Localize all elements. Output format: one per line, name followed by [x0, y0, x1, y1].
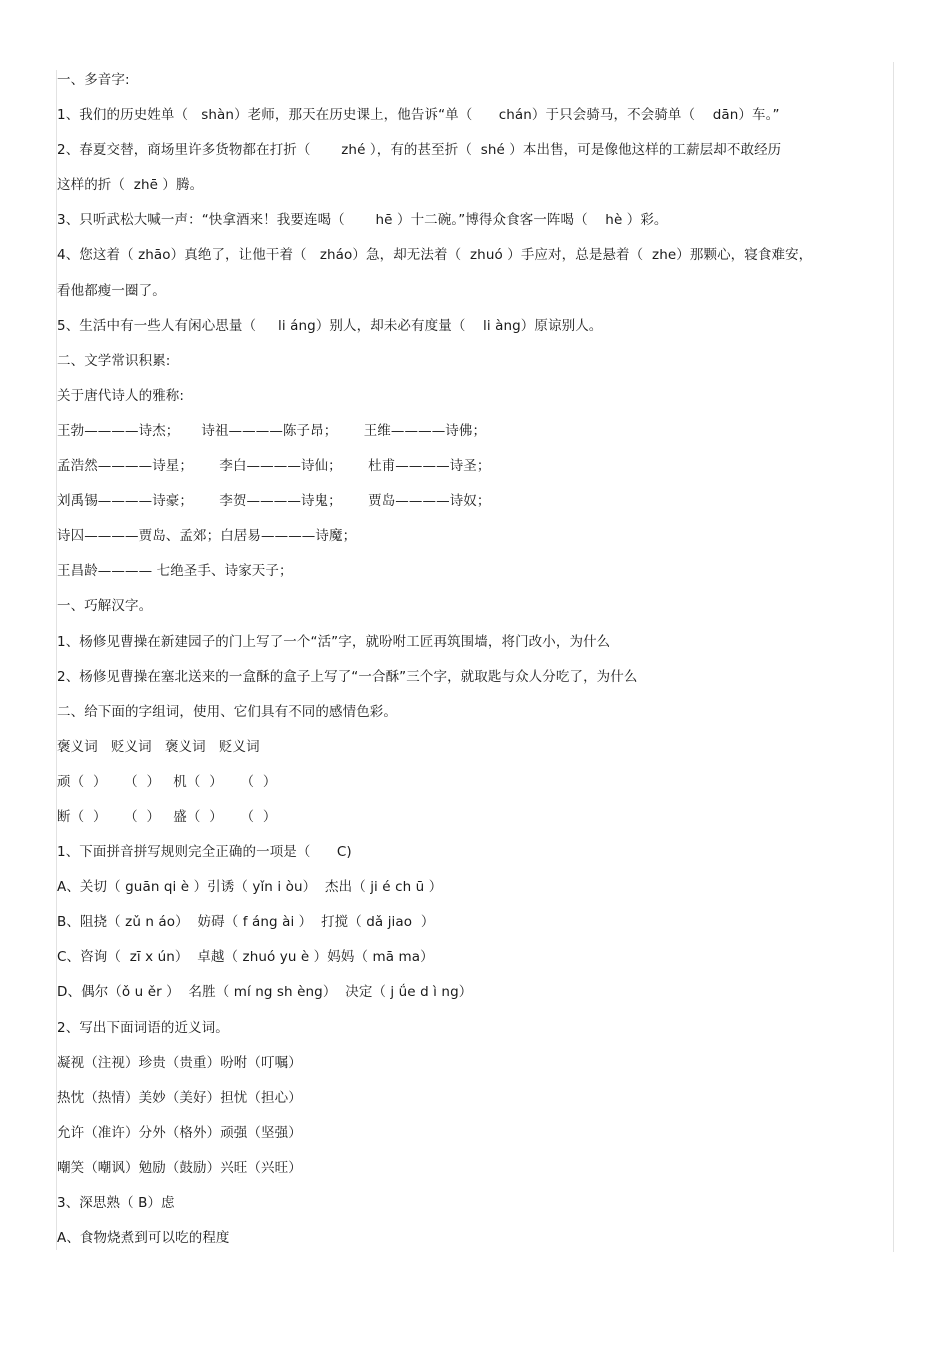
- word-formation-row-2: 断（ ） （ ） 盛（ ） （ ）: [57, 808, 277, 825]
- question-3-text: 3、只听武松大喊一声：“快拿酒来！我要连喝（ hē ）十二碗。”博得众食客一阵喝（ hè ）彩。: [57, 212, 668, 229]
- riddle-2-text: 2、杨修见曹操在塞北送来的一盒酥的盒子上写了“一合酥”三个字，就取匙与众人分吃了，为什么: [57, 668, 638, 685]
- document-body: [57, 70, 887, 1263]
- word-formation-header: 褒义词 贬义词 褒义词 贬义词: [57, 738, 260, 755]
- right-margin-line: [893, 62, 894, 1252]
- pinyin-option-d: D、偶尔（ǒ u ěr ） 名胜（ mí ng sh èng） 决定（ j ǘe d ì ng）: [57, 984, 473, 1001]
- synonym-row-2: 热忱（热情）美妙（美好）担忧（担心）: [57, 1089, 302, 1106]
- poet-titles-intro: 关于唐代诗人的雅称:: [57, 387, 185, 404]
- question-2-text: 2、春夏交替，商场里许多货物都在打折（ zhé ），有的甚至折（ shé ）本出售，可是像他这样的工薪层却不敢经历: [57, 142, 782, 159]
- question-5-text: 5、生活中有一些人有闲心思量（ li áng）别人，却未必有度量（ li àng）原谅别人。: [57, 317, 603, 334]
- pinyin-option-b: B、阻挠（ zǔ n áo） 妨碍（ f áng ài ） 打搅（ dǎ jiao ）: [57, 914, 435, 931]
- pinyin-option-c: C、咨询（ zī x ún） 卓越（ zhuó yu è ）妈妈（ mā ma）: [57, 949, 434, 966]
- section-heading-characters: 一、巧解汉字。: [57, 598, 153, 615]
- synonym-row-4: 嘲笑（嘲讽）勉励（鼓励）兴旺（兴旺）: [57, 1159, 302, 1176]
- poet-titles-row-4: 诗囚————贾岛、孟郊；白居易————诗魔；: [57, 528, 357, 545]
- word-formation-row-1: 顽（ ） （ ） 机（ ） （ ）: [57, 773, 277, 790]
- question-4-text: 4、您这着（ zhāo）真绝了，让他干着（ zháo）急，却无法着（ zhuó ）手应对，总是悬着（ zhe）那颗心，寝食难安，: [57, 247, 813, 264]
- idiom-question-text: 3、深思熟（ B）虑: [57, 1195, 175, 1211]
- section-heading-word-formation: 二、给下面的字组词，使用、它们具有不同的感情色彩。: [57, 703, 397, 720]
- question-1-text: 1、我们的历史姓单（ shàn）老师，那天在历史课上，他告诉“单（ chán）于只会骑马，不会骑单（ dān）车。”: [57, 107, 780, 124]
- synonym-row-1: 凝视（注视）珍贵（贵重）吩咐（叮嘱）: [57, 1054, 302, 1071]
- idiom-option-a: A、食物烧煮到可以吃的程度: [57, 1230, 230, 1247]
- poet-titles-row-1: 王勃————诗杰； 诗祖————陈子昂； 王维————诗佛；: [57, 422, 487, 439]
- poet-titles-row-5: 王昌龄———— 七绝圣手、诗家天子；: [57, 563, 293, 580]
- question-4-continued: 看他都瘦一圈了。: [57, 282, 166, 299]
- pinyin-option-a: A、关切（ guān qi è ）引诱（ yǐn i òu） 杰出（ ji é ch ū ）: [57, 879, 443, 896]
- poet-titles-row-2: 孟浩然————诗星； 李白————诗仙； 杜甫————诗圣；: [57, 458, 491, 475]
- pinyin-question-text: 1、下面拼音拼写规则完全正确的一项是（ C): [57, 844, 352, 861]
- section-heading-literature: 二、文学常识积累:: [57, 352, 171, 369]
- section-heading-polyphones: 一、多音字:: [57, 72, 130, 88]
- synonym-question-text: 2、写出下面词语的近义词。: [57, 1019, 229, 1036]
- synonym-row-3: 允许（准许）分外（格外）顽强（坚强）: [57, 1124, 302, 1141]
- riddle-1-text: 1、杨修见曹操在新建园子的门上写了一个“活”字，就吩咐工匠再筑围墙，将门改小，为什么: [57, 633, 611, 650]
- question-2-continued: 这样的折（ zhē ）腾。: [57, 177, 204, 194]
- poet-titles-row-3: 刘禹锡————诗豪； 李贺————诗鬼； 贾岛————诗奴；: [57, 493, 491, 510]
